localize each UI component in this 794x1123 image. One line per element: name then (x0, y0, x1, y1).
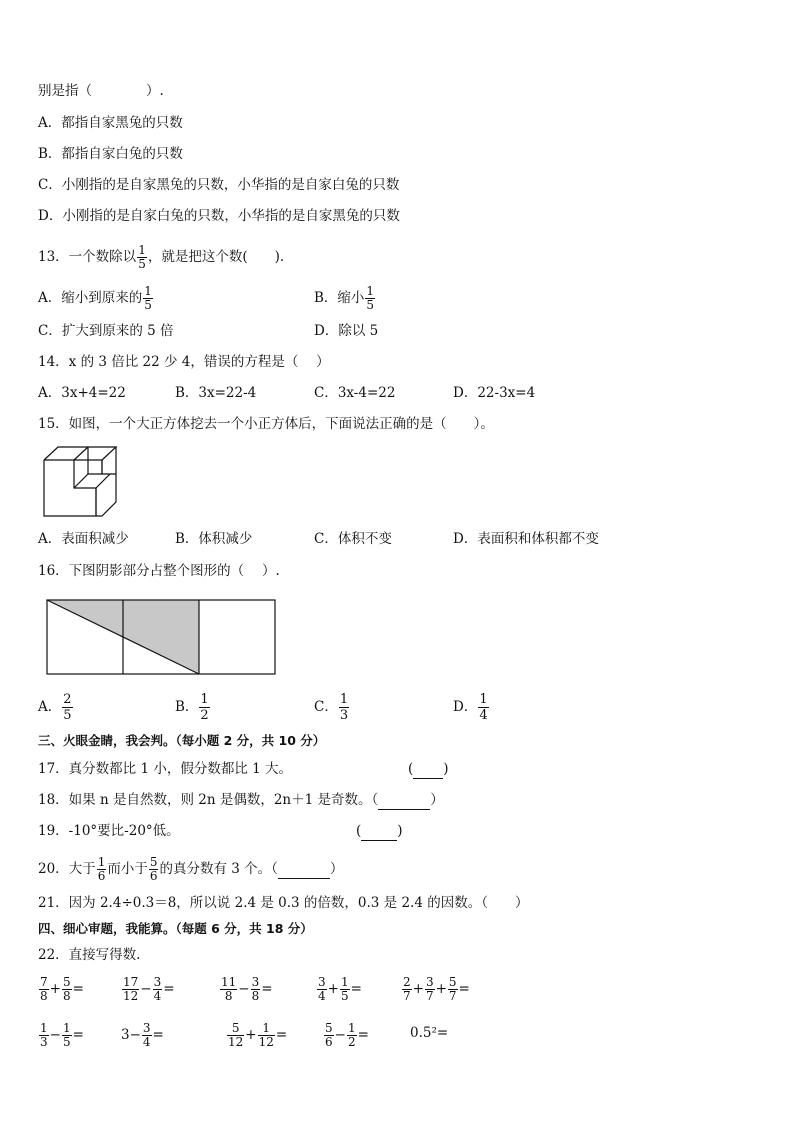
q13-option-b: B．缩小 $\frac{1}{5}$ (314, 284, 375, 312)
calc-item: 3− $\frac{3}{4}$ = (121, 1021, 164, 1049)
q12-stem-tail: 别是指（ ）. (38, 83, 164, 99)
q16-option-b: B． $\frac{1}{2}$ (175, 692, 209, 723)
q16-option-c: C． $\frac{1}{3}$ (314, 692, 349, 723)
q19-answer-blank[interactable]: ( ) (356, 823, 403, 839)
q13-option-a: A．缩小到原来的 $\frac{1}{5}$ (38, 284, 152, 312)
q12-option-c: C．小刚指的是自家黑兔的只数，小华指的是自家白兔的只数 (38, 177, 400, 193)
q17-answer-blank[interactable]: ( ) (408, 761, 449, 777)
calc-item: $\frac{5}{6}$ − $\frac{1}{2}$ = (325, 1021, 369, 1049)
q12-option-a: A．都指自家黑兔的只数 (38, 115, 183, 131)
calc-item: $\frac{11}{8}$ − $\frac{3}{8}$ = (221, 975, 273, 1003)
calc-item: $\frac{3}{4}$ + $\frac{1}{5}$ = (318, 975, 362, 1003)
q19-stem: 19．-10°要比-20°低。 (38, 823, 180, 839)
q15-option-c: C．体积不变 (314, 531, 392, 547)
q16-option-d: D． $\frac{1}{4}$ (453, 692, 488, 723)
q13-fraction: $\frac{1}{5}$ (138, 243, 146, 271)
q18-answer-blank[interactable] (378, 791, 430, 810)
q13-option-d: D．除以 5 (314, 323, 379, 339)
calc-item: $\frac{2}{7}$ + $\frac{3}{7}$ + $\frac{5}{7}$ = (403, 975, 470, 1003)
section4-title: 四、细心审题，我能算。（每题 6 分，共 18 分） (38, 921, 313, 936)
q14-stem: 14．x 的 3 倍比 22 少 4，错误的方程是（ ） (38, 354, 330, 370)
shaded-rectangle-figure (45, 598, 277, 676)
q14-option-d: D．22-3x=4 (453, 385, 536, 401)
q14-option-c: C．3x-4=22 (314, 385, 396, 401)
q14-option-a: A．3x+4=22 (38, 385, 126, 401)
q17-stem: 17．真分数都比 1 小，假分数都比 1 大。 (38, 761, 293, 777)
q16-stem: 16．下图阴影部分占整个图形的（ ）. (38, 563, 280, 579)
calc-item: $\frac{1}{3}$ − $\frac{1}{5}$ = (40, 1021, 84, 1049)
q13-stem: 13．一个数除以 $\frac{1}{5}$ ，就是把这个数( ). (38, 243, 285, 271)
q13-option-c: C．扩大到原来的 5 倍 (38, 323, 174, 339)
q21-stem: 21．因为 2.4÷0.3＝8，所以说 2.4 是 0.3 的倍数，0.3 是 2.4 的因数。（ ） (38, 895, 529, 911)
section3-title: 三、火眼金睛，我会判。（每小题 2 分，共 10 分） (38, 733, 326, 748)
q15-option-a: A．表面积减少 (38, 531, 129, 547)
q12-option-d: D．小刚指的是自家白兔的只数，小华指的是自家黑兔的只数 (38, 208, 400, 224)
q16-option-a: A． $\frac{2}{5}$ (38, 692, 72, 723)
q15-stem: 15．如图，一个大正方体挖去一个小正方体后，下面说法正确的是（ ）。 (38, 416, 494, 432)
q15-option-b: B．体积减少 (175, 531, 253, 547)
calc-item: 0.5²= (410, 1025, 449, 1041)
q20-answer-blank[interactable] (278, 860, 330, 879)
cube-figure (40, 444, 118, 518)
q22-stem: 22．直接写得数. (38, 947, 141, 963)
q12-option-b: B．都指自家白兔的只数 (38, 146, 183, 162)
calc-item: $\frac{5}{12}$ + $\frac{1}{12}$ = (228, 1021, 288, 1049)
calc-item: $\frac{17}{12}$ − $\frac{3}{4}$ = (123, 975, 175, 1003)
q18-stem: 18．如果 n 是自然数，则 2n 是偶数，2n＋1 是奇数。（ ） (38, 792, 444, 808)
q20-stem: 20．大于 $\frac{1}{6}$ 而小于 $\frac{5}{6}$ 的真分数有 3 个。（ ） (38, 855, 344, 883)
q14-option-b: B．3x=22-4 (175, 385, 257, 401)
q15-option-d: D．表面积和体积都不变 (453, 531, 599, 547)
calc-item: $\frac{7}{8}$ + $\frac{5}{8}$ = (40, 975, 84, 1003)
